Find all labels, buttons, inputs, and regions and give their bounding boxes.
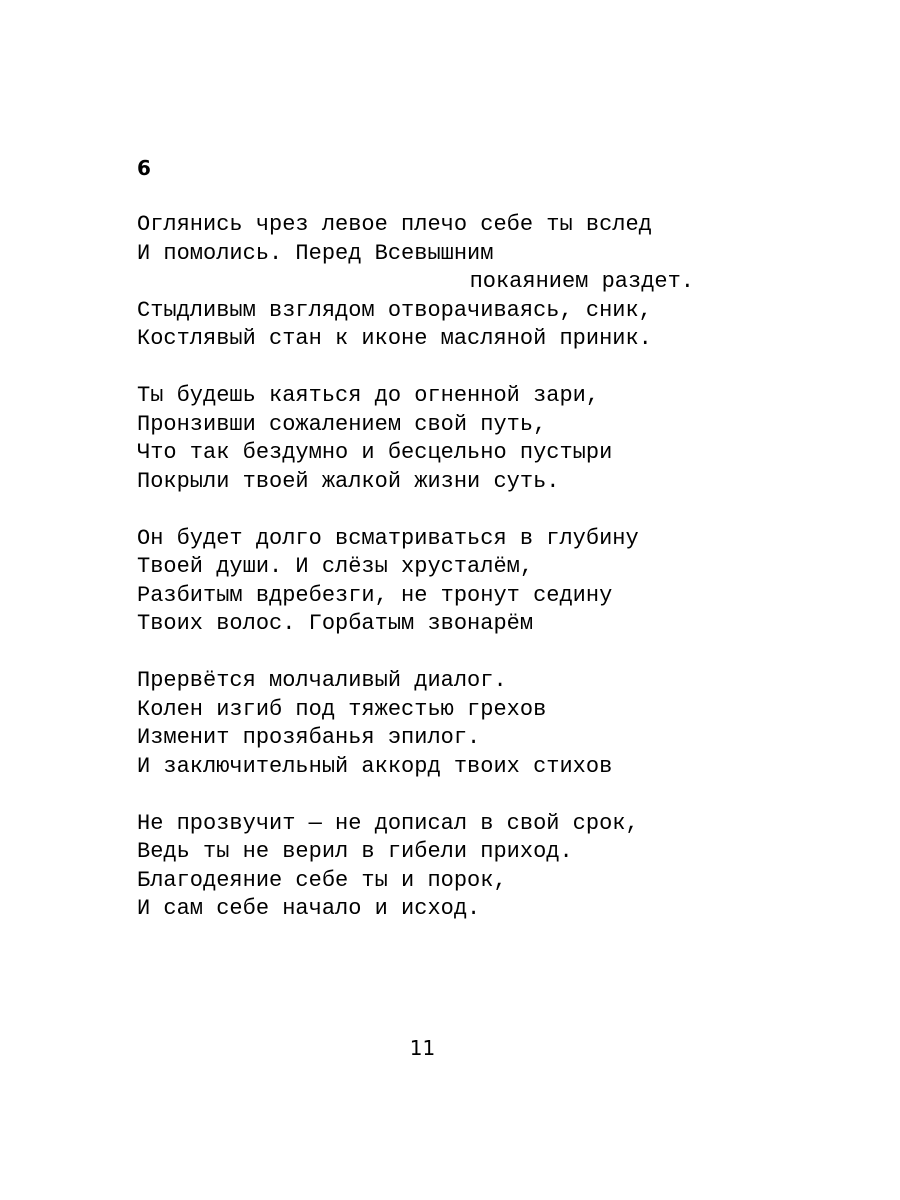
poem-line: Ведь ты не верил в гибели приход. — [137, 839, 573, 864]
stanza-3 — [137, 525, 757, 639]
poem-line: Разбитым вдребезги, не тронут седину — [137, 582, 613, 608]
poem-body — [137, 211, 757, 952]
poem-line: Колен изгиб под тяжестью грехов — [137, 696, 547, 722]
poem-line: Прервётся молчаливый диалог. — [137, 668, 507, 693]
stanza-4 — [137, 667, 757, 781]
poem-line: Покрыли твоей жалкой жизни суть. — [137, 468, 560, 494]
poem-line: Костлявый стан к иконе масляной приник. — [137, 326, 652, 351]
stanza-2 — [137, 382, 757, 496]
poem-line: Что так бездумно и бесцельно пустыри — [137, 440, 613, 465]
poem-line: Благодеяние себе ты и порок, — [137, 867, 507, 893]
poem-line: И заключительный аккорд твоих стихов — [137, 753, 613, 779]
poem-line: Твоей души. И слёзы хрусталём, — [137, 554, 534, 579]
poem-line: Пронзивши сожалением свой путь, — [137, 411, 547, 437]
poem-line: Твоих волос. Горбатым звонарём — [137, 611, 534, 636]
poem-line-indented: покаянием раздет. — [469, 269, 694, 294]
poem-line: Не прозвучит — не дописал в свой срок, — [137, 810, 639, 836]
poem-line: Стыдливым взглядом отворачиваясь, сник, — [137, 297, 652, 323]
poem-line: Оглянись чрез левое плечо себе ты вслед — [137, 212, 652, 237]
poem-line: Он будет долго всматриваться в глубину — [137, 525, 639, 551]
poem-number: 6 — [137, 156, 151, 180]
stanza-5 — [137, 810, 757, 924]
poem-line: Изменит прозябанья эпилог. — [137, 725, 481, 750]
poem-line: И помолись. Перед Всевышним — [137, 240, 494, 266]
stanza-1 — [137, 211, 757, 354]
page-number: 11 — [409, 1036, 436, 1060]
poem-line: И сам себе начало и исход. — [137, 896, 481, 921]
poem-line: Ты будешь каяться до огненной зари, — [137, 383, 600, 408]
